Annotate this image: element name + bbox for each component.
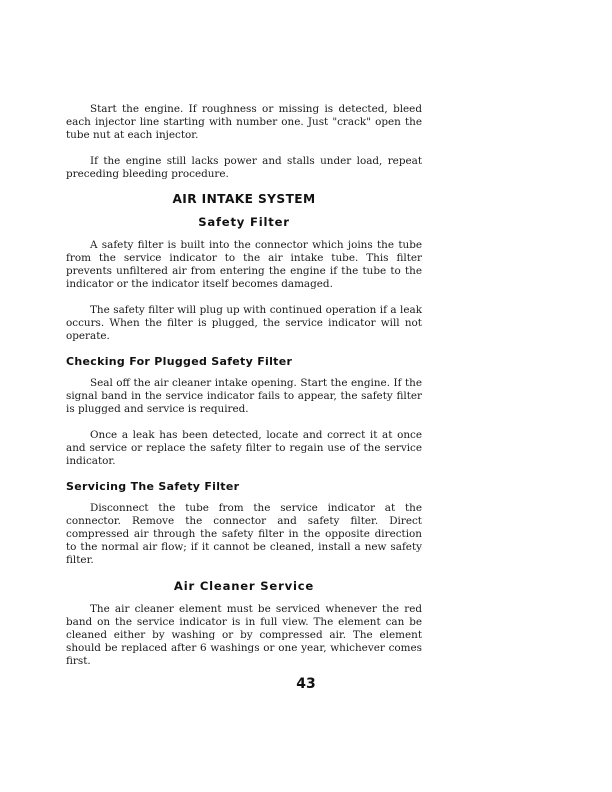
paragraph-bleed-injectors: Start the engine. If roughness or missing is detected, bleed each injector line starting with number one. Just "crack" open the tube nut at each injector. — [66, 103, 422, 141]
heading-air-intake-system: AIR INTAKE SYSTEM — [172, 192, 316, 206]
heading-checking-plugged-filter: Checking For Plugged Safety Filter — [66, 355, 293, 368]
heading-air-cleaner-service: Air Cleaner Service — [173, 578, 315, 593]
paragraph-safety-filter-description: A safety filter is built into the connector which joins the tube from the service indicator to the air intake tube. This filter prevents unfiltered air from entering the engine if the tube to the indicator or the indicator itself becomes damaged. — [66, 239, 422, 290]
paragraph-disconnect-tube: Disconnect the tube from the service indicator at the connector. Remove the connector and safety filter. Direct compressed air through the safety filter in the opposite direction to the normal air flow; if it cannot be cleaned, install a new safety filter. — [66, 502, 422, 566]
paragraph-safety-filter-plugging: The safety filter will plug up with continued operation if a leak occurs. When the filter is plugged, the service indicator will not operate. — [66, 303, 422, 342]
page-body — [66, 103, 422, 680]
paragraph-seal-intake: Seal off the air cleaner intake opening. Start the engine. If the signal band in the service indicator fails to appear, the safety filter is plugged and service is required. — [66, 377, 422, 415]
paragraph-repeat-bleeding: If the engine still lacks power and stalls under load, repeat preceding bleeding procedure. — [66, 154, 422, 180]
paragraph-air-cleaner-element: The air cleaner element must be serviced whenever the red band on the service indicator is in full view. The element can be cleaned either by washing or by compressed air. The element should be replaced after 6 washings or one year, whichever comes first. — [66, 602, 422, 667]
heading-safety-filter: Safety Filter — [198, 215, 290, 229]
heading-servicing-safety-filter: Servicing The Safety Filter — [66, 480, 240, 493]
paragraph-leak-detected: Once a leak has been detected, locate and correct it at once and service or replace the safety filter to regain use of the service indicator. — [66, 428, 422, 467]
page-number: 43 — [296, 676, 316, 692]
